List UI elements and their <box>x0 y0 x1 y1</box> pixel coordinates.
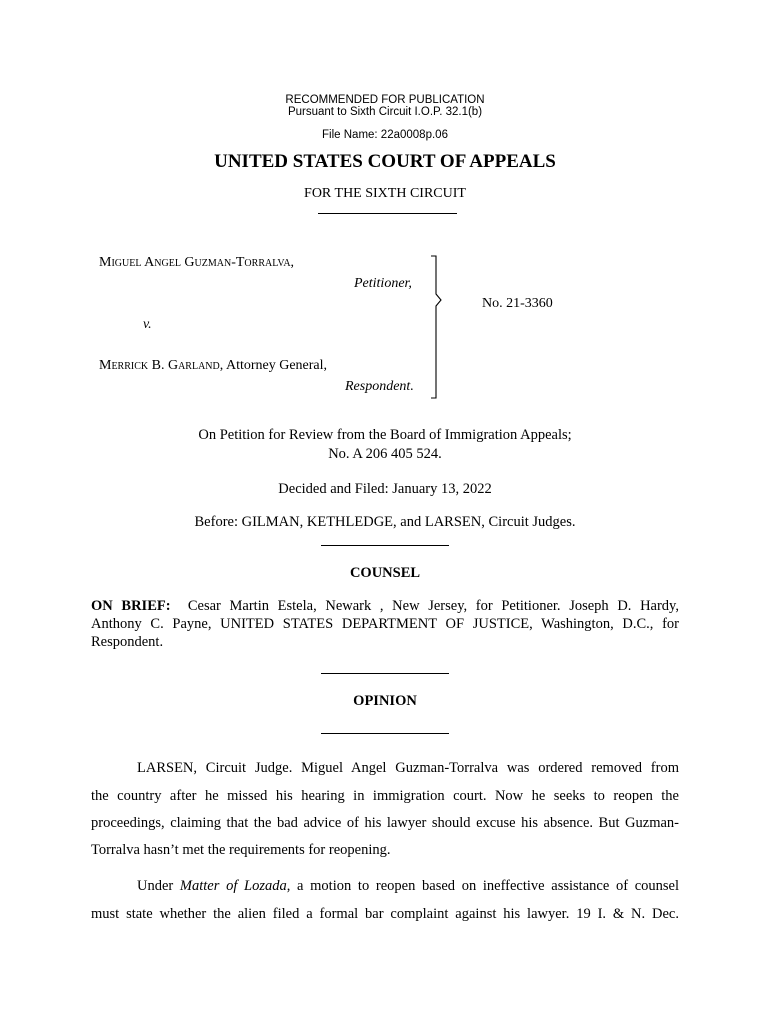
file-name: File Name: 22a0008p.06 <box>322 129 448 141</box>
petitioner-role: Petitioner, <box>354 276 412 291</box>
petitioner-name: Miguel Angel Guzman-Torralva, <box>99 255 295 270</box>
opinion-line: Torralva hasn’t met the requirements for reopening. <box>91 842 391 858</box>
opinion-text: Under <box>137 878 180 894</box>
header-divider <box>318 213 457 214</box>
counsel-text: Cesar Martin Estela, Newark , New Jersey, for Petitioner. Joseph D. Hardy, <box>187 598 679 614</box>
respondent-title: Attorney General, <box>225 358 328 373</box>
counsel-line: Anthony C. Payne, UNITED STATES DEPARTMENT OF JUSTICE, Washington, D.C., for <box>91 616 679 632</box>
opinion-line: must state whether the alien filed a formal bar complaint against his lawyer. 19 I. & N. Dec. <box>91 906 679 922</box>
case-number: No. 21-3360 <box>482 296 553 311</box>
court-title: UNITED STATES COURT OF APPEALS <box>214 151 556 172</box>
petition-source: On Petition for Review from the Board of Immigration Appeals; <box>198 427 572 443</box>
respondent-name: Merrick B. Garland, <box>99 358 224 373</box>
respondent-name-line <box>99 358 327 374</box>
counsel-heading: COUNSEL <box>349 565 421 581</box>
caption-bracket <box>425 252 449 402</box>
versus: v. <box>143 317 152 332</box>
publication-notice: RECOMMENDED FOR PUBLICATION <box>285 94 485 106</box>
counsel-line: Respondent. <box>91 634 164 650</box>
opinion-line: proceedings, claiming that the bad advice of his lawyer should excuse his absence. But Guzman- <box>91 815 679 831</box>
judges-panel: Before: GILMAN, KETHLEDGE, and LARSEN, Circuit Judges. <box>194 514 576 530</box>
decided-filed: Decided and Filed: January 13, 2022 <box>278 481 492 497</box>
opinion-text: , a motion to reopen based on ineffective assistance of counsel <box>286 878 679 894</box>
divider <box>321 673 449 674</box>
respondent-role: Respondent. <box>345 379 414 394</box>
case-citation: Matter of Lozada <box>179 878 287 894</box>
circuit-subtitle: FOR THE SIXTH CIRCUIT <box>304 186 466 201</box>
on-brief-label: ON BRIEF: <box>91 598 171 614</box>
divider <box>321 733 449 734</box>
opinion-line: the country after he missed his hearing in immigration court. Now he seeks to reopen the <box>91 788 679 804</box>
agency-number: No. A 206 405 524. <box>328 446 442 462</box>
divider <box>321 545 449 546</box>
pursuant-notice: Pursuant to Sixth Circuit I.O.P. 32.1(b) <box>287 106 483 118</box>
opinion-heading: OPINION <box>353 693 417 709</box>
opinion-line <box>137 878 679 895</box>
counsel-line <box>91 598 679 615</box>
opinion-line: LARSEN, Circuit Judge. Miguel Angel Guzman-Torralva was ordered removed from <box>137 760 679 776</box>
